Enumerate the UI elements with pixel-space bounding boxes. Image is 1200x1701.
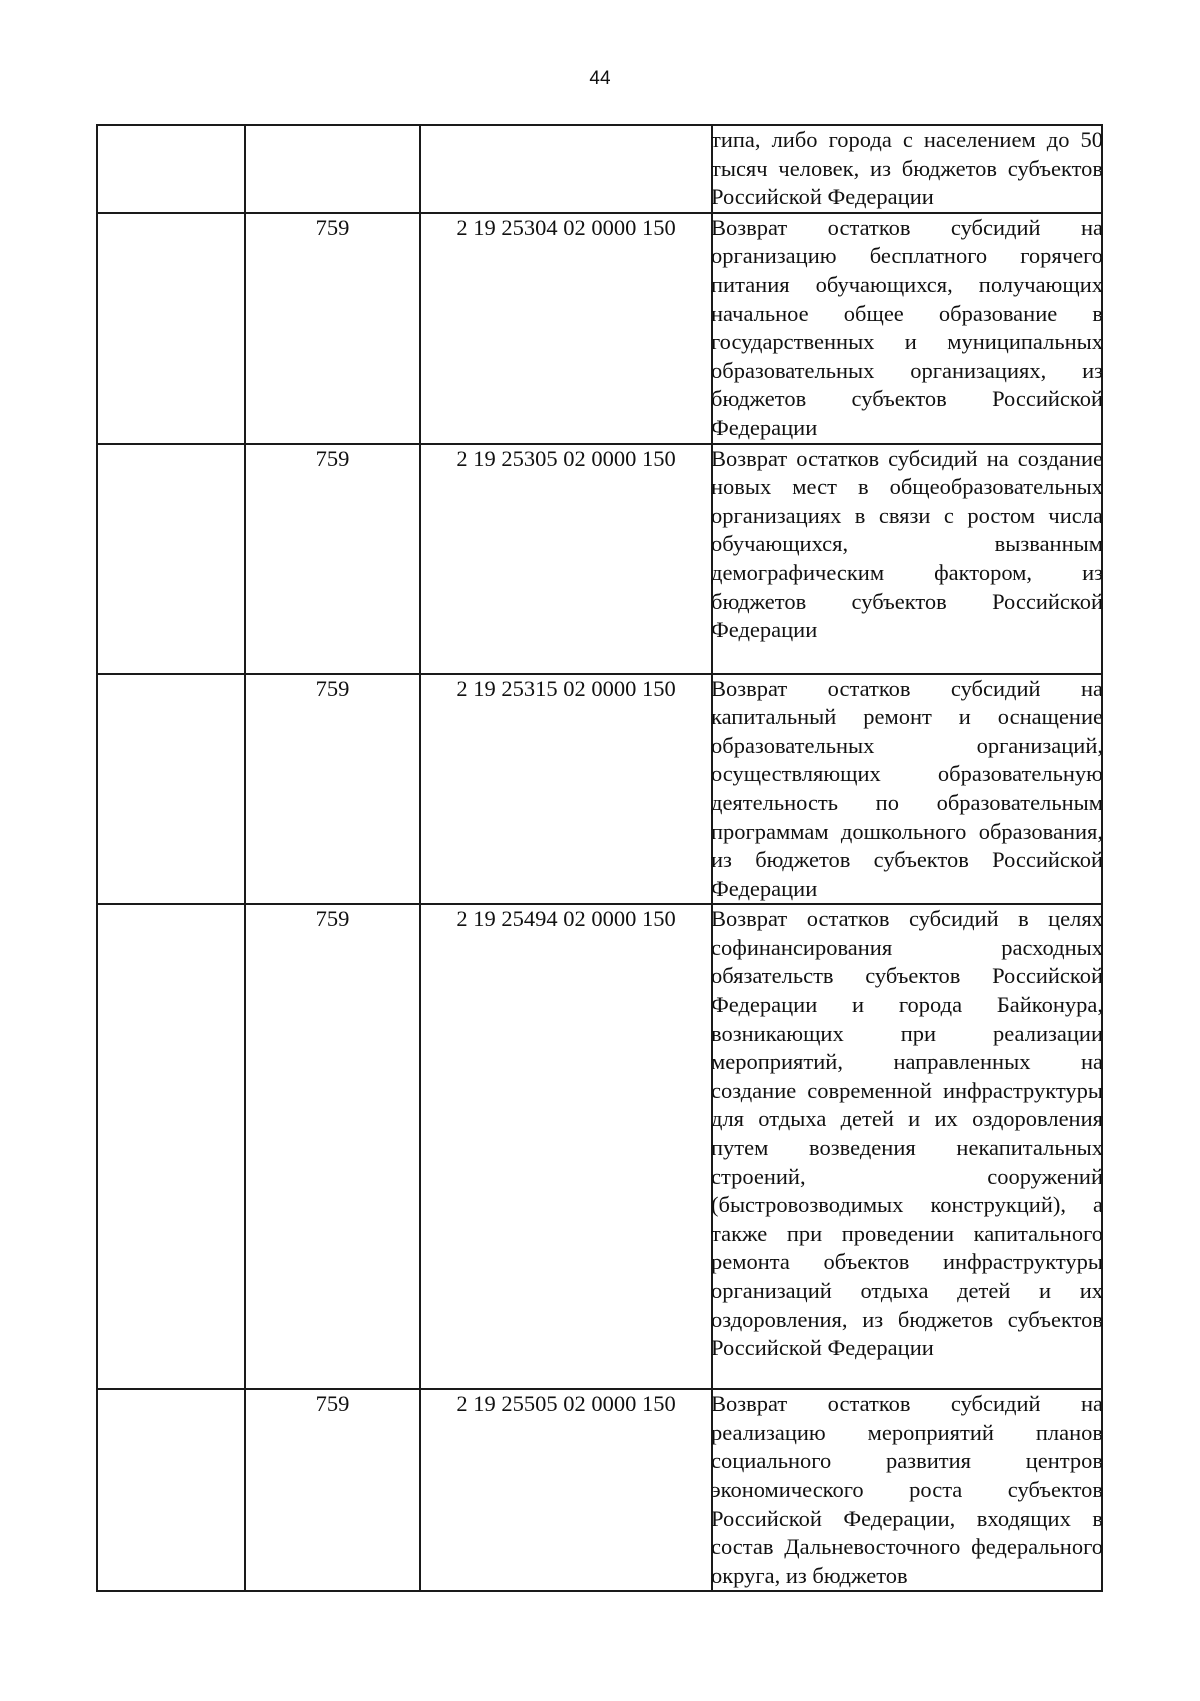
description-text: Возврат остатков субсидий на капитальный ремонт и оснащение образовательных организаций, осуществляющих образовательную деятельность по образовательным программам дошкольного образования, из бюджетов субъектов Российской Федерации (711, 675, 1103, 901)
description-cell (712, 674, 1102, 905)
admin-code-cell (245, 125, 420, 213)
description-cell (712, 1389, 1102, 1591)
budget-code-cell: 2 19 25305 02 0000 150 (420, 444, 712, 674)
table-row (97, 904, 1102, 1389)
table-row (97, 1389, 1102, 1591)
description-cell (712, 125, 1102, 213)
table-cell-empty (97, 1389, 245, 1591)
budget-classification-table (96, 124, 1103, 1592)
budget-code-cell: 2 19 25304 02 0000 150 (420, 213, 712, 444)
table-row (97, 125, 1102, 213)
table-cell-empty (97, 213, 245, 444)
table-row (97, 674, 1102, 905)
budget-code-cell (420, 125, 712, 213)
description-text: Возврат остатков субсидий на реализацию мероприятий планов социального развития центров экономического роста субъектов Российской Федерации, входящих в состав Дальневосточного федерального округа, из бюджетов (711, 1391, 1103, 1588)
description-text: Возврат остатков субсидий на организацию бесплатного горячего питания обучающихся, получающих начальное общее образование в государственных и муниципальных образовательных организациях, из бюджетов субъектов Российской Федерации (711, 214, 1103, 440)
budget-code-cell: 2 19 25315 02 0000 150 (420, 674, 712, 905)
description-cell (712, 904, 1102, 1389)
table-row (97, 444, 1102, 674)
table-row (97, 213, 1102, 444)
description-text: Возврат остатков субсидий в целях софинансирования расходных обязательств субъектов Российской Федерации и города Байконура, возникающих при реализации мероприятий, направленных на создание современной инфраструктуры для отдыха детей и их оздоровления путем возведения некапитальных строений, сооружений (быстровозводимых конструкций), а также при проведении капитального ремонта объектов инфраструктуры организаций отдыха детей и их оздоровления, из бюджетов субъектов Российской Федерации (711, 906, 1103, 1361)
table-cell-empty (97, 125, 245, 213)
budget-code-cell: 2 19 25494 02 0000 150 (420, 904, 712, 1389)
description-text: Возврат остатков субсидий на создание новых мест в общеобразовательных организациях в связи с ростом числа обучающихся, вызванным демографическим фактором, из бюджетов субъектов Российской Федерации (711, 445, 1103, 643)
description-cell (712, 444, 1102, 674)
table-cell-empty (97, 904, 245, 1389)
page-number: 44 (589, 68, 611, 89)
description-text: типа, либо города с населением до 50 тысяч человек, из бюджетов субъектов Российской Федерации (711, 127, 1103, 210)
admin-code-cell: 759 (245, 444, 420, 674)
budget-code-cell: 2 19 25505 02 0000 150 (420, 1389, 712, 1591)
admin-code-cell: 759 (245, 213, 420, 444)
admin-code-cell: 759 (245, 904, 420, 1389)
description-cell (712, 213, 1102, 444)
admin-code-cell: 759 (245, 674, 420, 905)
table-cell-empty (97, 674, 245, 905)
admin-code-cell: 759 (245, 1389, 420, 1591)
table-cell-empty (97, 444, 245, 674)
